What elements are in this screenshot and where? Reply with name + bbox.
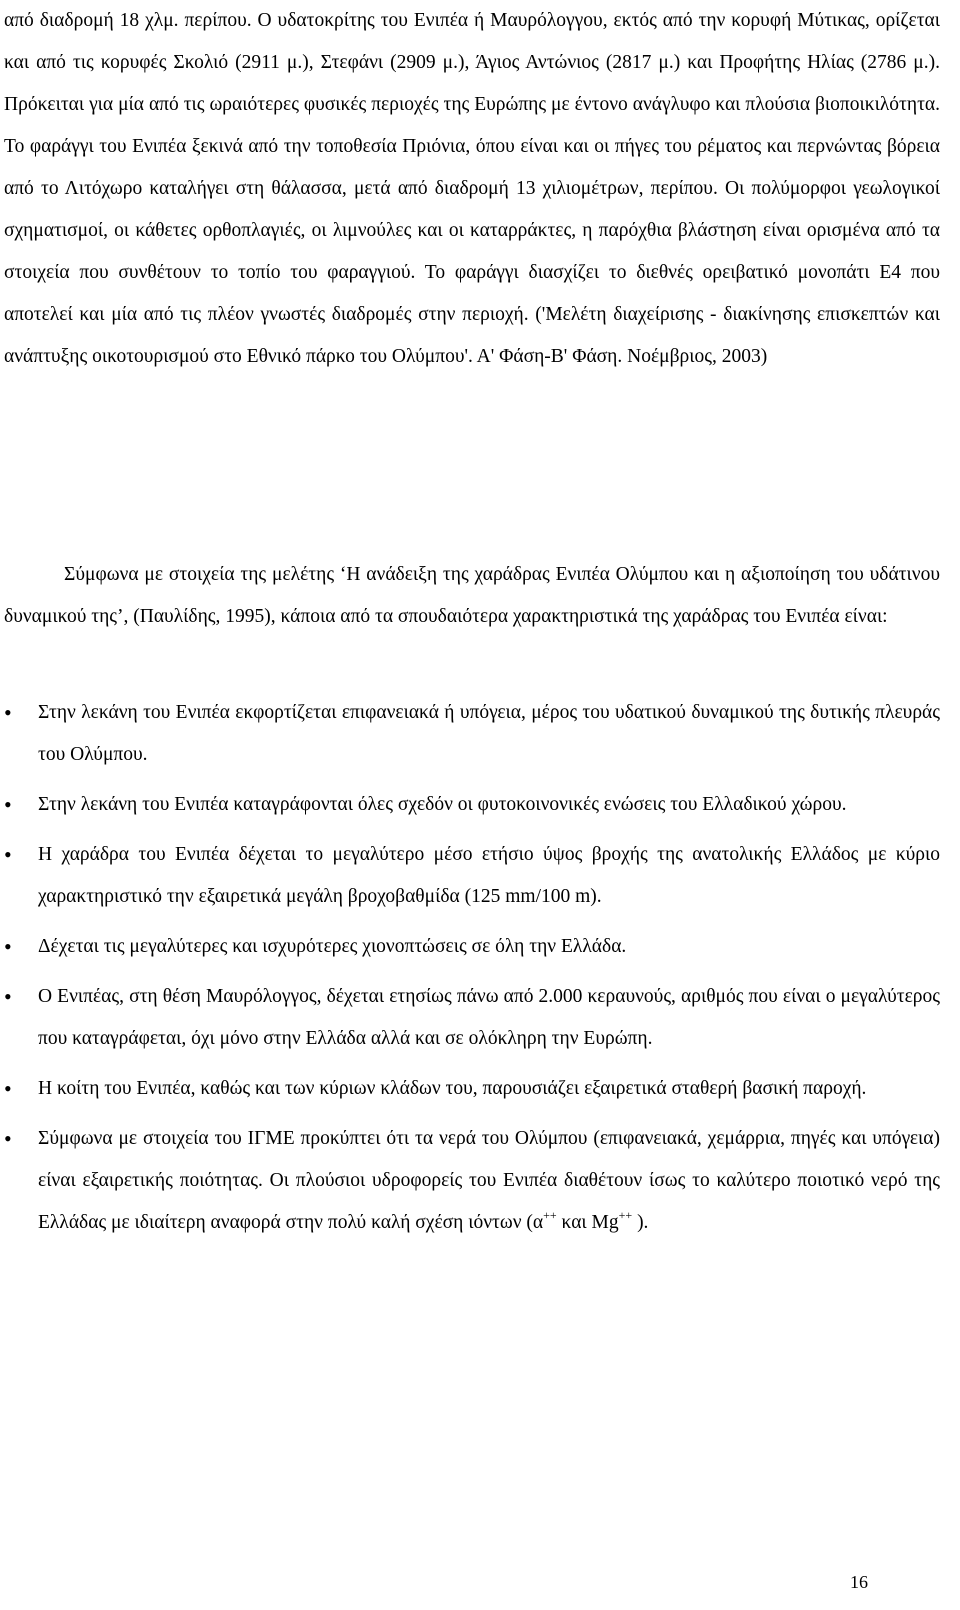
characteristics-list [4, 692, 940, 1252]
list-item-text: Σύμφωνα με στοιχεία του ΙΓΜΕ προκύπτει ότι τα νερά του Ολύμπου (επιφανειακά, χεμάρρια, πηγές και υπόγεια) είναι εξαιρετικής ποιότητας. Οι πλούσιοι υδροφορείς του Ενιπέα διαθέτουν ίσως το καλύτερο ποιοτικό νερό της Ελλάδας με ιδιαίτερη αναφορά στην πολύ καλή σχέση ιόντων (α [38, 1128, 940, 1233]
list-item [4, 692, 940, 776]
bullet-icon: • [4, 934, 12, 959]
bullet-icon: • [4, 792, 12, 817]
list-item-text: Η χαράδρα του Ενιπέα δέχεται το μεγαλύτερο μέσο ετήσιο ύψος βροχής της ανατολικής Ελλάδος με κύριο χαρακτηριστικό την εξαιρετικά μεγάλη βροχοβαθμίδα (125 mm/100 m). [38, 844, 940, 907]
list-item [4, 1068, 940, 1110]
list-item-text: Ο Ενιπέας, στη θέση Μαυρόλογγος, δέχεται ετησίως πάνω από 2.000 κεραυνούς, αριθμός που είναι ο μεγαλύτερος που καταγράφεται, όχι μόνο στην Ελλάδα αλλά και σε ολόκληρη την Ευρώπη. [38, 986, 940, 1049]
bullet-icon: • [4, 1126, 12, 1151]
bullet-icon: • [4, 1076, 12, 1101]
bullet-icon: • [4, 842, 12, 867]
list-item-text: Στην λεκάνη του Ενιπέα εκφορτίζεται επιφανειακά ή υπόγεια, μέρος του υδατικού δυναμικού της δυτικής πλευράς του Ολύμπου. [38, 702, 940, 765]
bullet-icon: • [4, 700, 12, 725]
list-item-text: Δέχεται τις μεγαλύτερες και ισχυρότερες χιονοπτώσεις σε όλη την Ελλάδα. [38, 936, 627, 957]
list-item-text-end: ). [632, 1212, 649, 1233]
paragraph-enipeas-gorge: από διαδρομή 18 χλμ. περίπου. Ο υδατοκρίτης του Ενιπέα ή Μαυρόλογγου, εκτός από την κορυφή Μύτικας, ορίζεται και από τις κορυφές Σκολιό (2911 μ.), Στεφάνι (2909 μ.), Άγιος Αντώνιος (2817 μ.) και Προφήτης Ηλίας (2786 μ.). Πρόκειται για μία από τις ωραιότερες φυσικές περιοχές της Ευρώπης με έντονο ανάγλυφο και πλούσια βιοποικιλότητα. Το φαράγγι του Ενιπέα ξεκινά από την τοποθεσία Πριόνια, όπου είναι και οι πήγες του ρέματος και περνώντας βόρεια από το Λιτόχωρο καταλήγει στη θάλασσα, μετά από διαδρομή 13 χιλιομέτρων, περίπου. Οι πολύμορφοι γεωλογικοί σχηματισμοί, οι κάθετες ορθοπλαγιές, οι λιμνούλες και οι καταρράκτες, η παρόχθια βλάστηση είναι ορισμένα από τα στοιχεία που συνθέτουν το τοπίο του φαραγγιού. Το φαράγγι διασχίζει το διεθνές ορειβατικό μονοπάτι Ε4 που αποτελεί και μία από τις πλέον γνωστές διαδρομές στην περιοχή. ('Μελέτη διαχείρισης - διακίνησης επισκεπτών και ανάπτυξης οικοτουρισμού στο Εθνικό πάρκο του Ολύμπου'. Α' Φάση-Β' Φάση. Νοέμβριος, 2003) [4, 10, 940, 367]
list-item-text: Στην λεκάνη του Ενιπέα καταγράφονται όλες σχεδόν οι φυτοκοινονικές ενώσεις του Ελλαδικού χώρου. [38, 794, 847, 815]
list-item-text-continued: και Mg [556, 1212, 619, 1233]
list-item [4, 976, 940, 1060]
list-item-text: Η κοίτη του Ενιπέα, καθώς και των κύριων κλάδων του, παρουσιάζει εξαιρετικά σταθερή βασική παροχή. [38, 1078, 867, 1099]
list-item [4, 1118, 940, 1244]
list-item [4, 926, 940, 968]
bullet-icon: • [4, 984, 12, 1009]
paragraph-study-intro: Σύμφωνα με στοιχεία της μελέτης ‘Η ανάδειξη της χαράδρας Ενιπέα Ολύμπου και η αξιοποίηση του υδάτινου δυναμικού της’, (Παυλίδης, 1995), κάποια από τα σπουδαιότερα χαρακτηριστικά της χαράδρας του Ενιπέα είναι: [4, 564, 940, 627]
list-item [4, 834, 940, 918]
list-item [4, 784, 940, 826]
page-number: 16 [850, 1572, 868, 1592]
superscript-charge: ++ [543, 1208, 557, 1222]
superscript-charge: ++ [618, 1208, 633, 1222]
